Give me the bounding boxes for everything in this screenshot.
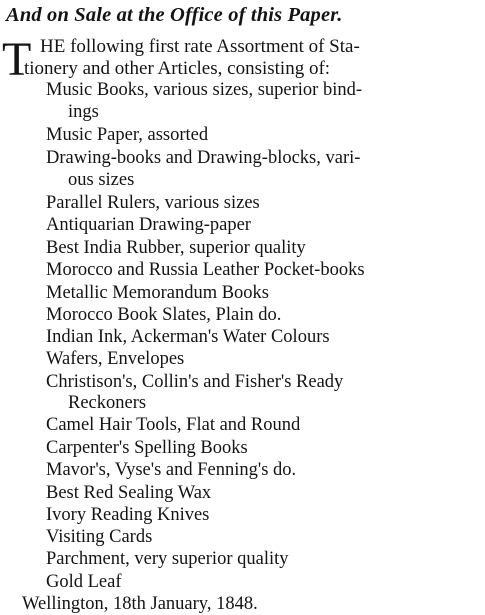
list-item: Ivory Reading Knives xyxy=(46,505,210,525)
list-item: Carpenter's Spelling Books xyxy=(46,438,248,458)
list-item: Metallic Memorandum Books xyxy=(46,283,269,303)
intro-line-2: tionery and other Articles, consisting of: xyxy=(24,58,331,79)
list-item: Morocco Book Slates, Plain do. xyxy=(46,305,282,325)
list-item: Visiting Cards xyxy=(46,527,153,547)
list-item: Antiquarian Drawing-paper xyxy=(46,215,251,235)
list-item: Best Red Sealing Wax xyxy=(46,483,212,503)
list-item: Morocco and Russia Leather Pocket-books xyxy=(46,260,365,280)
list-item: Parallel Rulers, various sizes xyxy=(46,193,260,213)
list-item: Drawing-books and Drawing-blocks, vari- xyxy=(46,148,361,168)
list-item-continuation: ings xyxy=(68,102,99,122)
list-item: Parchment, very superior quality xyxy=(46,549,289,569)
list-item: Mavor's, Vyse's and Fenning's do. xyxy=(46,460,297,480)
drop-cap: T xyxy=(2,33,32,86)
list-item: Indian Ink, Ackerman's Water Colours xyxy=(46,327,330,347)
heading: And on Sale at the Office of this Paper. xyxy=(6,4,343,26)
list-item: Music Paper, assorted xyxy=(46,125,209,145)
list-item: Christison's, Collin's and Fisher's Ready xyxy=(46,372,344,392)
intro-line-1: HE following first rate Assortment of Sta- xyxy=(40,36,360,57)
list-item: Camel Hair Tools, Flat and Round xyxy=(46,415,301,435)
list-item: Music Books, various sizes, superior bind- xyxy=(46,80,363,100)
signoff-dateline: Wellington, 18th January, 1848. xyxy=(22,594,258,614)
list-item: Best India Rubber, superior quality xyxy=(46,238,306,258)
list-item-continuation: Reckoners xyxy=(68,393,147,413)
list-item: Gold Leaf xyxy=(46,572,122,592)
list-item-continuation: ous sizes xyxy=(68,170,135,190)
list-item: Wafers, Envelopes xyxy=(46,349,185,369)
